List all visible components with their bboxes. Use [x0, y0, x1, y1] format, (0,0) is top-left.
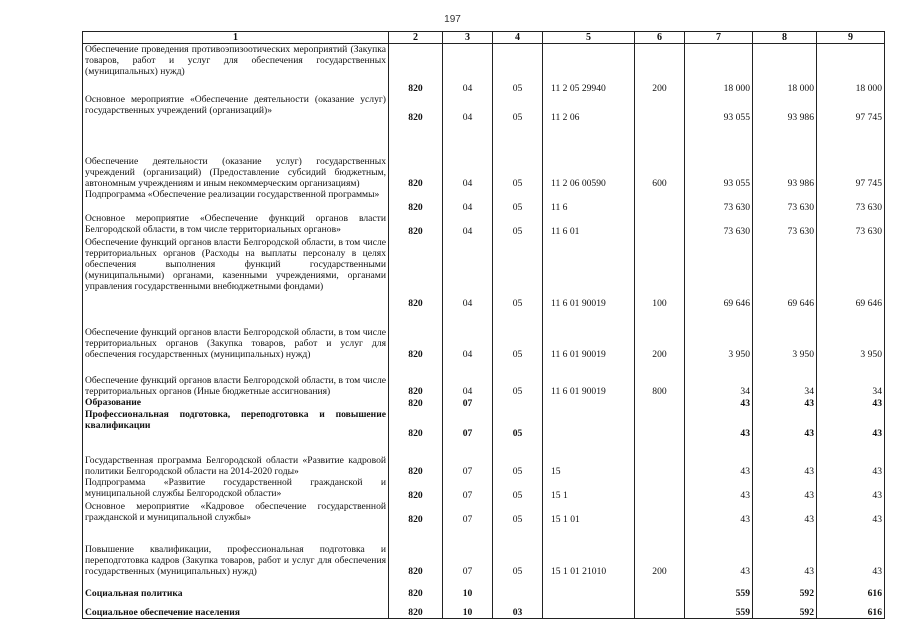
cell-amount-1: 73 630 [685, 189, 753, 213]
cell-admin-code: 820 [389, 360, 443, 397]
cell-section: 10 [443, 599, 493, 619]
cell-admin-code: 820 [389, 439, 443, 477]
column-header: 7 [685, 32, 753, 44]
cell-amount-3: 34 [817, 360, 885, 397]
cell-amount-2: 592 [753, 577, 817, 599]
table-row [83, 525, 885, 577]
column-header: 3 [443, 32, 493, 44]
cell-section: 04 [443, 123, 493, 189]
cell-amount-2: 592 [753, 599, 817, 619]
cell-amount-2: 18 000 [753, 44, 817, 94]
table-row [83, 577, 885, 599]
cell-expense-type [635, 94, 685, 123]
cell-amount-2: 43 [753, 501, 817, 525]
cell-amount-1: 559 [685, 599, 753, 619]
cell-subsection [493, 397, 543, 409]
cell-subsection: 05 [493, 189, 543, 213]
cell-expense-type [635, 477, 685, 501]
cell-subsection: 05 [493, 123, 543, 189]
row-name: Профессиональная подготовка, переподготовка и повышение квалификации [83, 409, 389, 439]
cell-amount-1: 43 [685, 525, 753, 577]
cell-section: 04 [443, 213, 493, 237]
row-name: Обеспечение деятельности (оказание услуг) государственных учреждений (организаций) (Предоставление субсидий бюджетным, автономным учреждениям и иным некоммерческим организациям) [83, 123, 389, 189]
cell-target-code: 11 6 01 90019 [543, 237, 635, 309]
cell-target-code: 15 [543, 439, 635, 477]
cell-amount-2: 43 [753, 477, 817, 501]
cell-target-code: 11 2 06 [543, 94, 635, 123]
column-header: 2 [389, 32, 443, 44]
cell-subsection: 05 [493, 409, 543, 439]
cell-amount-1: 43 [685, 439, 753, 477]
cell-amount-1: 43 [685, 501, 753, 525]
cell-admin-code: 820 [389, 501, 443, 525]
cell-target-code: 11 2 06 00590 [543, 123, 635, 189]
cell-amount-1: 69 646 [685, 237, 753, 309]
row-name: Обеспечение функций органов власти Белгородской области, в том числе территориальных органов (Расходы на выплаты персоналу в целях обеспечения выполнения функций государственными (муниципальными) органами, казенными учреждениями, органами управления государственными внебюджетными фондами) [83, 237, 389, 309]
cell-expense-type [635, 213, 685, 237]
column-header: 5 [543, 32, 635, 44]
cell-admin-code: 820 [389, 577, 443, 599]
cell-amount-3: 3 950 [817, 309, 885, 360]
cell-amount-3: 97 745 [817, 123, 885, 189]
cell-amount-1: 3 950 [685, 309, 753, 360]
cell-admin-code: 820 [389, 397, 443, 409]
cell-section: 04 [443, 237, 493, 309]
cell-admin-code: 820 [389, 599, 443, 619]
cell-amount-1: 18 000 [685, 44, 753, 94]
cell-admin-code: 820 [389, 237, 443, 309]
cell-admin-code: 820 [389, 409, 443, 439]
row-name: Обеспечение функций органов власти Белгородской области, в том числе территориальных органов (Иные бюджетные ассигнования) [83, 360, 389, 397]
cell-amount-1: 43 [685, 397, 753, 409]
cell-amount-1: 43 [685, 477, 753, 501]
cell-amount-3: 43 [817, 501, 885, 525]
cell-subsection: 05 [493, 213, 543, 237]
cell-amount-2: 34 [753, 360, 817, 397]
cell-amount-1: 34 [685, 360, 753, 397]
table-row [83, 360, 885, 397]
cell-subsection [493, 577, 543, 599]
cell-admin-code: 820 [389, 477, 443, 501]
table-row [83, 44, 885, 94]
budget-table [82, 31, 885, 619]
cell-amount-3: 616 [817, 577, 885, 599]
cell-amount-3: 616 [817, 599, 885, 619]
row-name: Основное мероприятие «Кадровое обеспечение государственной гражданской и муниципальной службы» [83, 501, 389, 525]
cell-amount-2: 3 950 [753, 309, 817, 360]
row-name: Подпрограмма «Обеспечение реализации государственной программы» [83, 189, 389, 213]
cell-amount-1: 93 055 [685, 94, 753, 123]
cell-subsection: 05 [493, 525, 543, 577]
cell-target-code [543, 599, 635, 619]
cell-amount-3: 43 [817, 525, 885, 577]
cell-subsection: 05 [493, 94, 543, 123]
row-name: Подпрограмма «Развитие государственной гражданской и муниципальной службы Белгородской области» [83, 477, 389, 501]
cell-expense-type: 200 [635, 309, 685, 360]
cell-subsection: 05 [493, 477, 543, 501]
cell-section: 10 [443, 577, 493, 599]
column-header: 6 [635, 32, 685, 44]
column-header: 4 [493, 32, 543, 44]
cell-amount-2: 73 630 [753, 213, 817, 237]
cell-target-code: 11 6 01 90019 [543, 309, 635, 360]
cell-amount-3: 43 [817, 477, 885, 501]
cell-subsection: 03 [493, 599, 543, 619]
cell-admin-code: 820 [389, 44, 443, 94]
cell-target-code: 11 2 05 29940 [543, 44, 635, 94]
row-name: Социальная политика [83, 577, 389, 599]
cell-expense-type: 200 [635, 525, 685, 577]
table-row [83, 123, 885, 189]
row-name: Государственная программа Белгородской области «Развитие кадровой политики Белгородской области на 2014-2020 годы» [83, 439, 389, 477]
cell-amount-1: 93 055 [685, 123, 753, 189]
cell-amount-3: 73 630 [817, 213, 885, 237]
cell-admin-code: 820 [389, 189, 443, 213]
row-name: Обеспечение проведения противоэпизоотических мероприятий (Закупка товаров, работ и услуг для обеспечения государственных (муниципальных) нужд) [83, 44, 389, 94]
cell-expense-type [635, 409, 685, 439]
table-row [83, 409, 885, 439]
row-name: Повышение квалификации, профессиональная подготовка и переподготовка кадров (Закупка товаров, работ и услуг для обеспечения государственных (муниципальных) нужд) [83, 525, 389, 577]
cell-target-code: 15 1 01 21010 [543, 525, 635, 577]
cell-target-code: 15 1 01 [543, 501, 635, 525]
cell-amount-3: 18 000 [817, 44, 885, 94]
table-row [83, 501, 885, 525]
cell-expense-type [635, 439, 685, 477]
row-name: Основное мероприятие «Обеспечение деятельности (оказание услуг) государственных учреждений (организаций)» [83, 94, 389, 123]
cell-expense-type [635, 397, 685, 409]
cell-target-code: 11 6 01 90019 [543, 360, 635, 397]
cell-subsection: 05 [493, 237, 543, 309]
cell-target-code: 11 6 [543, 189, 635, 213]
cell-subsection: 05 [493, 309, 543, 360]
table-row [83, 237, 885, 309]
cell-amount-3: 73 630 [817, 189, 885, 213]
cell-amount-2: 93 986 [753, 94, 817, 123]
column-header: 8 [753, 32, 817, 44]
cell-expense-type: 800 [635, 360, 685, 397]
cell-subsection: 05 [493, 360, 543, 397]
cell-admin-code: 820 [389, 525, 443, 577]
cell-amount-3: 69 646 [817, 237, 885, 309]
cell-section: 07 [443, 439, 493, 477]
cell-target-code [543, 409, 635, 439]
cell-admin-code: 820 [389, 94, 443, 123]
cell-expense-type [635, 189, 685, 213]
cell-amount-1: 559 [685, 577, 753, 599]
cell-target-code: 11 6 01 [543, 213, 635, 237]
cell-subsection: 05 [493, 501, 543, 525]
cell-amount-2: 73 630 [753, 189, 817, 213]
cell-admin-code: 820 [389, 213, 443, 237]
cell-amount-1: 43 [685, 409, 753, 439]
page-number: 197 [444, 14, 461, 25]
cell-amount-3: 43 [817, 397, 885, 409]
cell-admin-code: 820 [389, 309, 443, 360]
cell-section: 07 [443, 525, 493, 577]
header-row [83, 32, 885, 44]
table-row [83, 189, 885, 213]
row-name: Обеспечение функций органов власти Белгородской области, в том числе территориальных органов (Закупка товаров, работ и услуг для обеспечения государственных (муниципальных) нужд) [83, 309, 389, 360]
cell-expense-type: 100 [635, 237, 685, 309]
cell-amount-2: 43 [753, 397, 817, 409]
row-name: Образование [83, 397, 389, 409]
table-row [83, 94, 885, 123]
cell-section: 07 [443, 477, 493, 501]
cell-amount-3: 43 [817, 409, 885, 439]
table-row [83, 213, 885, 237]
cell-amount-2: 69 646 [753, 237, 817, 309]
cell-section: 07 [443, 409, 493, 439]
cell-section: 04 [443, 360, 493, 397]
cell-subsection: 05 [493, 439, 543, 477]
cell-amount-2: 43 [753, 439, 817, 477]
cell-admin-code: 820 [389, 123, 443, 189]
cell-subsection: 05 [493, 44, 543, 94]
cell-section: 04 [443, 44, 493, 94]
cell-amount-2: 43 [753, 525, 817, 577]
table-row [83, 309, 885, 360]
cell-target-code [543, 397, 635, 409]
cell-expense-type [635, 577, 685, 599]
cell-expense-type [635, 501, 685, 525]
cell-amount-2: 43 [753, 409, 817, 439]
cell-amount-3: 43 [817, 439, 885, 477]
cell-section: 07 [443, 397, 493, 409]
cell-section: 04 [443, 94, 493, 123]
cell-amount-1: 73 630 [685, 213, 753, 237]
cell-expense-type: 200 [635, 44, 685, 94]
column-header: 9 [817, 32, 885, 44]
table-row [83, 599, 885, 619]
cell-target-code: 15 1 [543, 477, 635, 501]
row-name: Основное мероприятие «Обеспечение функций органов власти Белгородской области, в том числе территориальных органов» [83, 213, 389, 237]
cell-section: 04 [443, 309, 493, 360]
cell-target-code [543, 577, 635, 599]
row-name: Социальное обеспечение населения [83, 599, 389, 619]
cell-section: 04 [443, 189, 493, 213]
table-row [83, 397, 885, 409]
table-row [83, 477, 885, 501]
table-row [83, 439, 885, 477]
cell-expense-type: 600 [635, 123, 685, 189]
column-header: 1 [83, 32, 389, 44]
cell-expense-type [635, 599, 685, 619]
cell-amount-2: 93 986 [753, 123, 817, 189]
cell-amount-3: 97 745 [817, 94, 885, 123]
cell-section: 07 [443, 501, 493, 525]
